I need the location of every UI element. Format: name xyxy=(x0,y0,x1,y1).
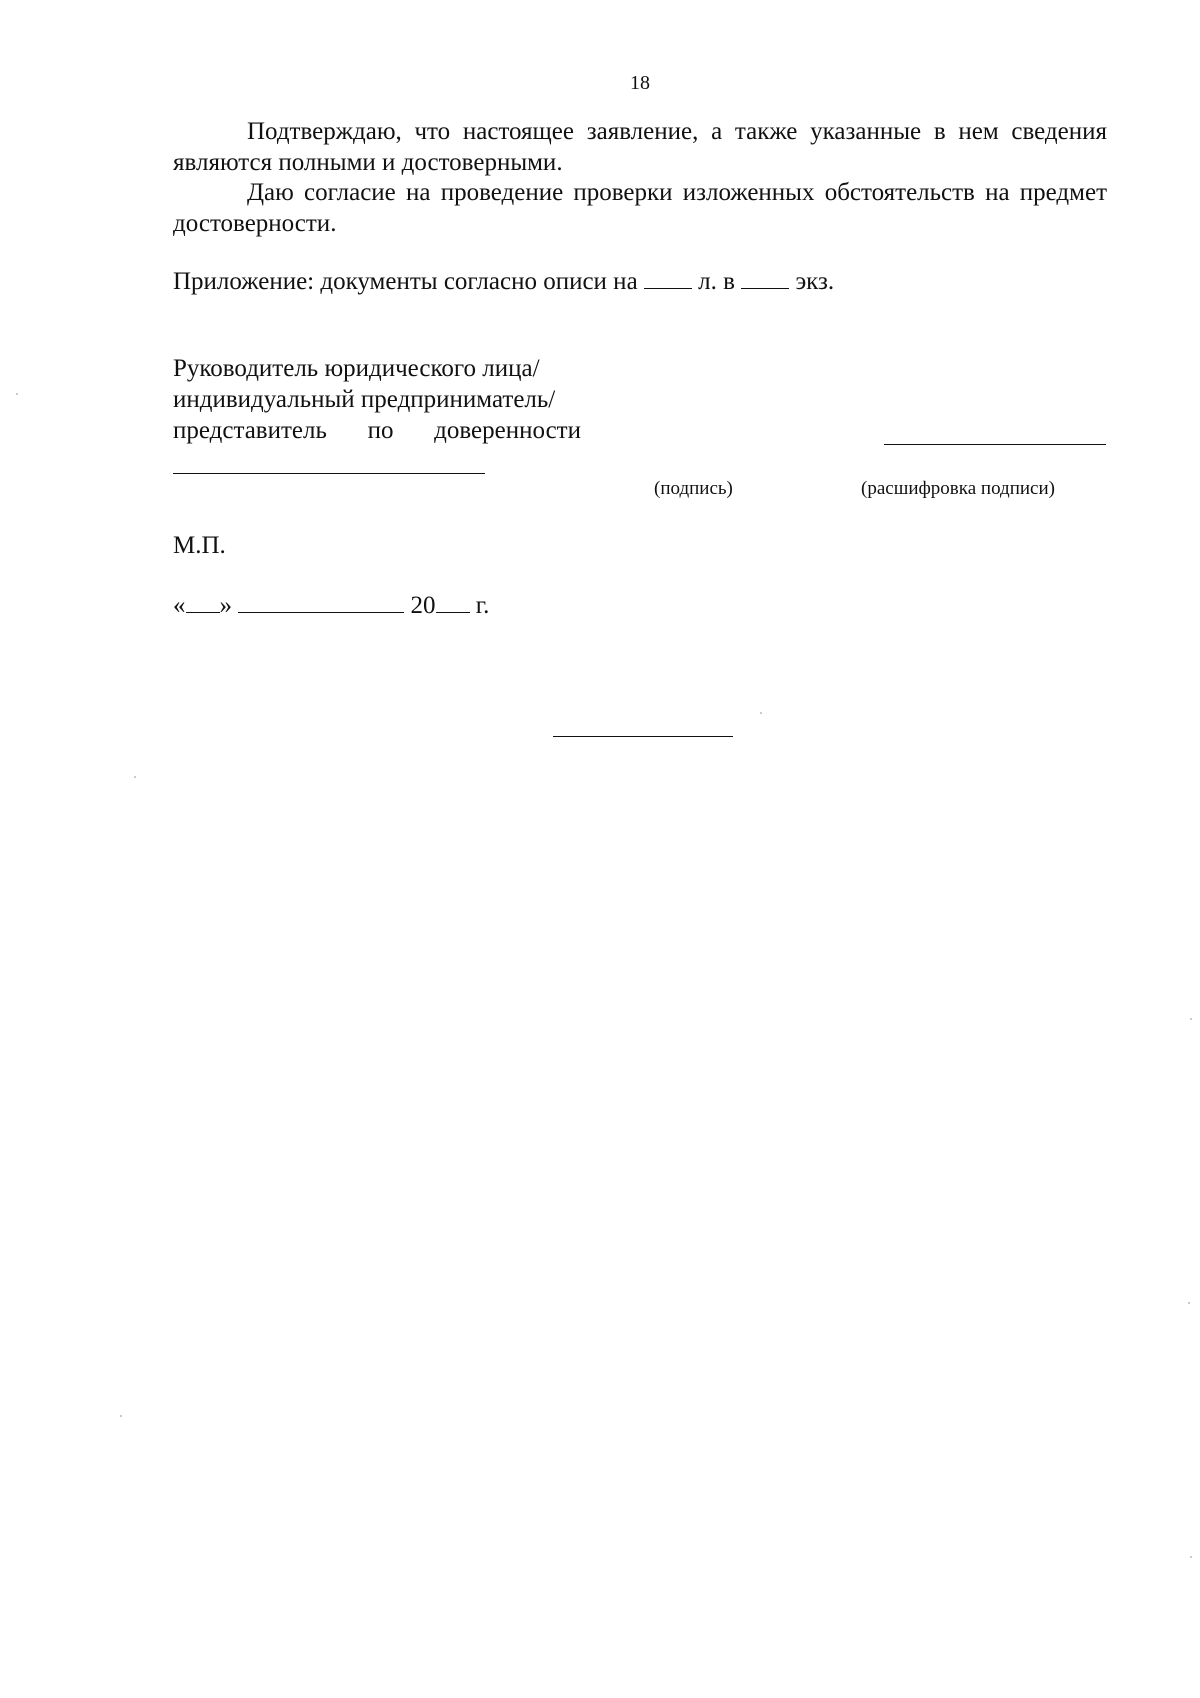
signatory-line-2: индивидуальный предприниматель/ xyxy=(173,386,556,413)
signatory-word: представитель xyxy=(173,417,327,444)
stamp-label: М.П. xyxy=(173,532,226,559)
signature-decoding-line[interactable] xyxy=(884,444,1106,445)
confirmation-text: Подтверждаю, что настоящее заявление, а также указанные в нем сведения являются полными и достоверными. xyxy=(173,118,1107,176)
signatory-word: по xyxy=(367,417,394,444)
signatory-name-line[interactable] xyxy=(173,473,485,474)
scan-speck xyxy=(1190,1018,1192,1020)
attachment-prefix: Приложение: документы согласно описи на xyxy=(173,268,638,295)
consent-text: Даю согласие на проведение проверки изложенных обстоятельств на предмет достоверности. xyxy=(173,179,1107,237)
signature-caption: (подпись) xyxy=(654,478,733,499)
signatory-word: доверенности xyxy=(434,417,581,444)
page-number: 18 xyxy=(630,72,650,94)
scan-speck xyxy=(134,776,136,778)
signatory-line-3 xyxy=(173,415,581,446)
attachment-line xyxy=(173,266,834,297)
copies-count-blank[interactable] xyxy=(741,266,789,289)
sheets-count-blank[interactable] xyxy=(644,266,692,289)
end-of-document-line xyxy=(553,736,733,737)
date-close-quote: » xyxy=(219,592,232,619)
day-blank[interactable] xyxy=(186,590,220,613)
date-open-quote: « xyxy=(173,592,186,619)
date-year-suffix: г. xyxy=(475,592,490,619)
month-blank[interactable] xyxy=(238,590,404,613)
signatory-line-1: Руководитель юридического лица/ xyxy=(173,355,540,382)
scan-speck xyxy=(120,1415,122,1417)
confirmation-paragraph xyxy=(173,116,1107,178)
scan-speck xyxy=(1190,1556,1192,1558)
scan-speck xyxy=(1188,1302,1190,1304)
year-blank[interactable] xyxy=(436,590,470,613)
attachment-middle: л. в xyxy=(698,268,735,295)
scan-speck xyxy=(760,712,762,714)
date-century: 20 xyxy=(410,592,436,619)
consent-paragraph xyxy=(173,177,1107,239)
attachment-suffix: экз. xyxy=(795,268,835,295)
signature-decoding-caption: (расшифровка подписи) xyxy=(861,478,1055,499)
scan-speck xyxy=(16,393,18,395)
date-line xyxy=(173,590,489,621)
